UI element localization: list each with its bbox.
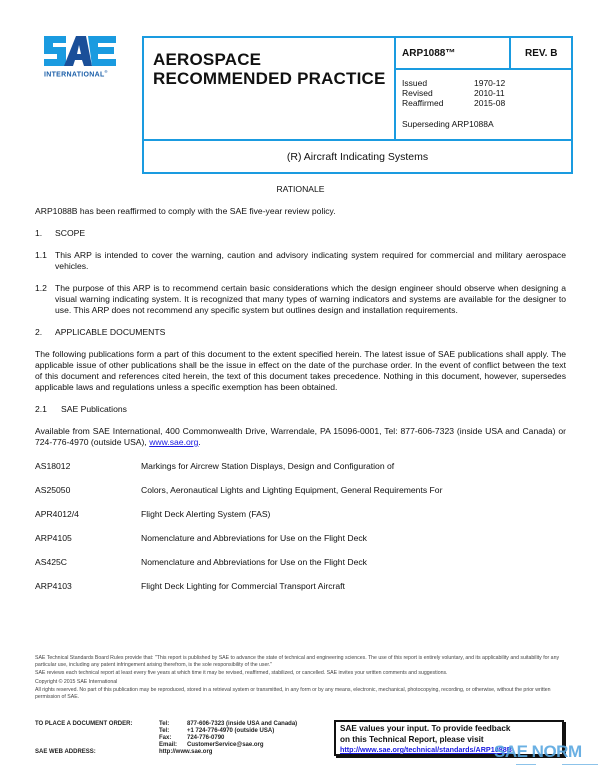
document-header-box bbox=[142, 36, 573, 174]
section-1-1: 1.1 This ARP is intended to cover the warning, caution and advisory indicating system required for commercial and military aerospace vehicles. bbox=[35, 250, 566, 271]
disclaimer-2: SAE reviews each technical report at least every five years at which time it may be revised, reaffirmed, stabilized, or cancelled. SAE invites your written comments and suggestions. bbox=[35, 670, 448, 677]
sae-logo bbox=[42, 34, 122, 78]
reference-item: APR4012/4 Flight Deck Alerting System (FAS) bbox=[35, 509, 271, 519]
rights-reserved: All rights reserved. No part of this publication may be reproduced, stored in a retrieval system or transmitted, in any form or by any means, electronic, mechanical, photocopying, recording, or otherwise, without the prior written permission of SAE. bbox=[35, 687, 551, 700]
reference-item: ARP4105 Nomenclature and Abbreviations for Use on the Flight Deck bbox=[35, 533, 367, 543]
section-scope-heading: 1. SCOPE bbox=[35, 228, 86, 238]
document-dates bbox=[396, 70, 571, 139]
document-title: (R) Aircraft Indicating Systems bbox=[144, 139, 571, 172]
disclaimer-1: SAE Technical Standards Board Rules provide that: "This report is published by SAE to advance the state of technical and engineering sciences. The use of this report is entirely voluntary, and its applicability and suitability for any particular use, including any patent infringement arising therefrom, is the sole responsibility of the user." bbox=[35, 655, 560, 668]
rationale-text: ARP1088B has been reaffirmed to comply with the SAE five-year review policy. bbox=[35, 206, 336, 216]
reference-item: AS425C Nomenclature and Abbreviations for Use on the Flight Deck bbox=[35, 557, 367, 567]
reference-item: AS25050 Colors, Aeronautical Lights and Lighting Equipment, General Requirements For bbox=[35, 485, 443, 495]
document-type: AEROSPACE RECOMMENDED PRACTICE bbox=[144, 38, 396, 139]
section-applicable-documents-heading: 2. APPLICABLE DOCUMENTS bbox=[35, 327, 166, 337]
document-body bbox=[35, 184, 566, 592]
section-1-2: 1.2 The purpose of this ARP is to recommend certain basic considerations which the design engineer should observe when designing a visual warning indicating system. It is recognized that many types of warning indicators and systems are available for the designer to use. This ARP does not recommend any specific system but outlines design and installation requirements. bbox=[35, 283, 566, 315]
date-reaffirmed: Reaffirmed 2015-08 bbox=[402, 98, 506, 108]
superseding-note: Superseding ARP1088A bbox=[402, 119, 494, 129]
customer-service-email[interactable]: CustomerService@sae.org bbox=[187, 742, 264, 748]
order-contacts: TO PLACE A DOCUMENT ORDER: Tel: 877-606-7323 (inside USA and Canada) Tel: +1 724-776-4970 (outside USA) Fax: 724-776-0790 Email: CustomerService@sae.org SAE WEB ADDRESS: http://www.sae.org bbox=[35, 721, 298, 755]
feedback-link[interactable]: http://www.sae.org/technical/standards/ARP1088B bbox=[340, 745, 512, 754]
copyright: Copyright © 2015 SAE International bbox=[35, 678, 118, 685]
reference-item: AS18012 Markings for Aircrew Station Displays, Design and Configuration of bbox=[35, 461, 395, 471]
logo-subtitle: INTERNATIONAL® bbox=[44, 69, 108, 79]
section-sae-publications-heading: 2.1 SAE Publications bbox=[35, 404, 127, 414]
date-revised: Revised 2010-11 bbox=[402, 88, 505, 98]
reference-item: ARP4103 Flight Deck Lighting for Commercial Transport Aircraft bbox=[35, 581, 345, 591]
revision-label: REV. B bbox=[511, 38, 571, 70]
applicable-documents-text: The following publications form a part of this document to the extent specified herein. The latest issue of SAE publications shall apply. The applicable issue of other publications shall be the issue in effect on the date of the purchase order. In the event of conflict between the text of this document and references cited herein, the text of this document takes precedence. Nothing in this document, however, supersedes applicable laws and regulations unless a specific exemption has been obtained. bbox=[35, 349, 566, 392]
watermark bbox=[494, 742, 600, 772]
legal-footer bbox=[35, 655, 566, 703]
availability-text: Available from SAE International, 400 Commonwealth Drive, Warrendale, PA 15096-0001, Tel: 877-606-7323 (inside USA and Canada) or 724-776-4970 (outside USA), www.sae.org. bbox=[35, 426, 566, 447]
watermark-text: SAE NORM bbox=[494, 742, 582, 761]
date-issued: Issued 1970-12 bbox=[402, 78, 506, 88]
feedback-box: SAE values your input. To provide feedback on this Technical Report, please visit http://www.sae.org/technical/standards/ARP1088B bbox=[334, 720, 564, 756]
rationale-heading: RATIONALE bbox=[276, 184, 325, 194]
sae-logo-icon bbox=[42, 34, 120, 68]
sae-website-link[interactable]: www.sae.org bbox=[149, 437, 199, 447]
references-list bbox=[35, 461, 566, 592]
sae-web-address[interactable]: http://www.sae.org bbox=[159, 749, 213, 755]
document-number: ARP1088™ bbox=[396, 38, 511, 70]
